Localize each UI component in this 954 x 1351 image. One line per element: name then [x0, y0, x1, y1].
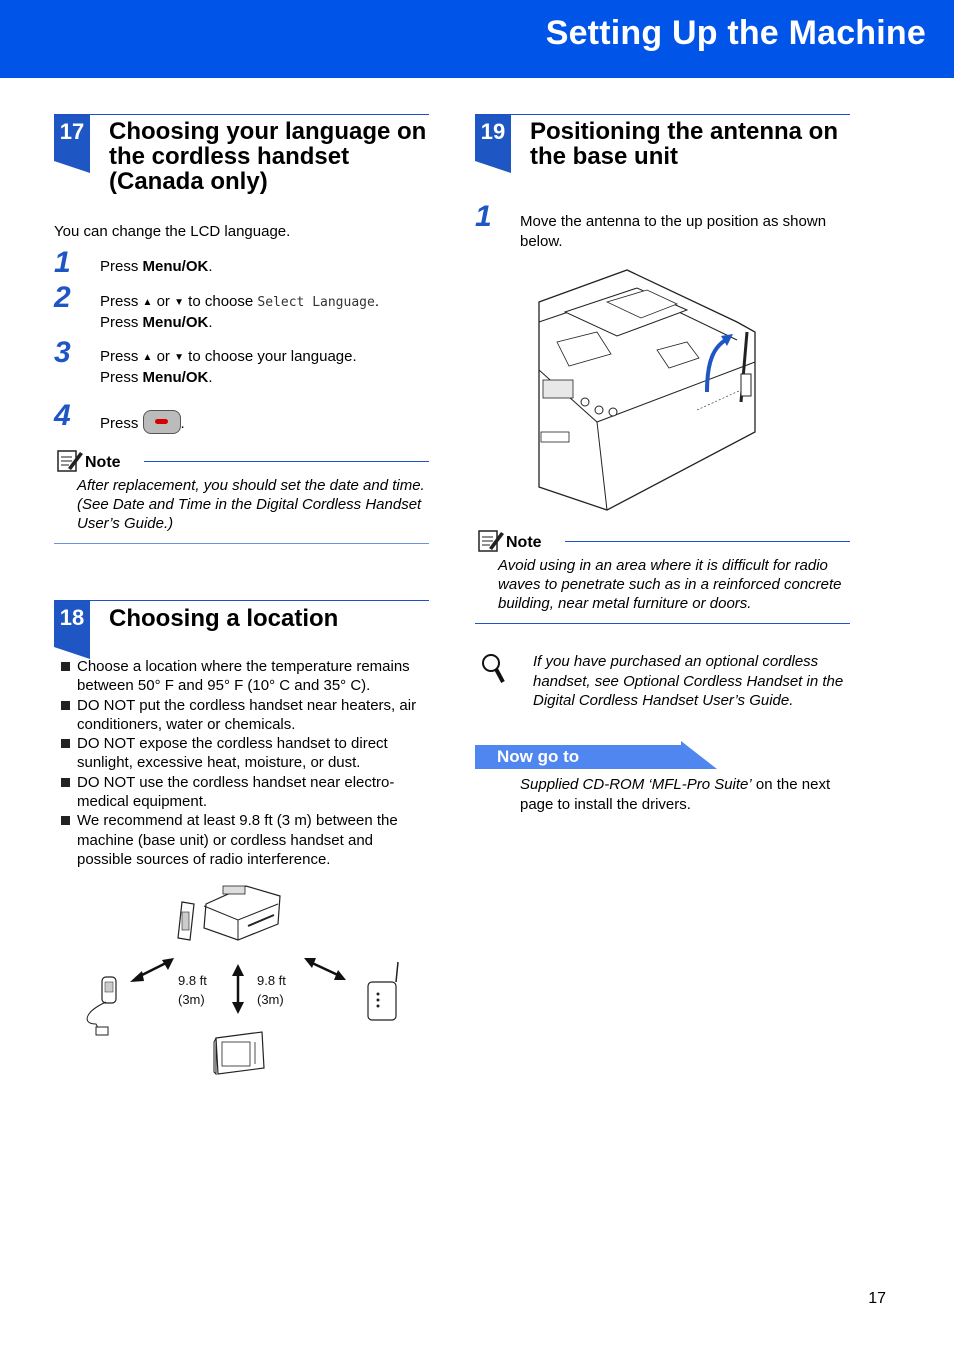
header-banner — [0, 0, 954, 78]
tip-text: If you have purchased an optional cordless handset, see Optional Cordless Handset in the Digital Cordless Handset User’s Guide. — [533, 653, 844, 709]
section-17-intro: You can change the LCD language. — [54, 223, 291, 240]
note-divider — [565, 541, 850, 542]
distance-arrow-left — [130, 958, 174, 982]
handset-illustration — [178, 902, 194, 940]
list-item: DO NOT put the cordless handset near heaters, air conditioners, water or chemicals. — [55, 696, 430, 735]
location-diagram — [78, 882, 418, 1082]
note-text: After replacement, you should set the date and time. (See Date and Time in the Digital Cordless Handset User’s Guide.) — [77, 477, 425, 532]
note-box — [475, 528, 850, 625]
note-divider — [475, 623, 850, 624]
down-arrow-icon: ▼ — [174, 352, 185, 363]
note-pencil-icon — [56, 448, 84, 474]
antenna-illustration — [537, 262, 761, 512]
step-1-text: Press Menu/OK. — [100, 258, 213, 275]
step-number: 1 — [54, 246, 71, 279]
section-19-step-1-text: Move the antenna to the up position as shown below. — [520, 213, 827, 250]
distance-arrow-right — [304, 958, 346, 980]
distance-label-left: 9.8 ft (3m) — [178, 973, 207, 1007]
note-label: Note — [85, 454, 121, 471]
section-17-number: 17 — [54, 115, 90, 161]
now-go-to-label: Now go to — [497, 747, 580, 766]
note-divider — [54, 543, 429, 544]
section-17-title: Choosing your language on the cordless handset (Canada only) — [109, 118, 427, 195]
note-label: Note — [506, 534, 542, 551]
step-4-text: Press . — [100, 410, 185, 434]
section-18-number: 18 — [54, 601, 90, 647]
location-bullet-list — [55, 657, 430, 869]
section-19-header — [475, 114, 850, 175]
step-number: 2 — [54, 281, 71, 314]
list-item: DO NOT use the cordless handset near electro-medical equipment. — [55, 773, 430, 812]
up-arrow-icon: ▲ — [142, 297, 153, 308]
note-text: Avoid using in an area where it is difficult for radio waves to penetrate such as in a reinforced concrete building, near metal furniture or doors. — [498, 557, 842, 612]
page-number: 17 — [868, 1290, 886, 1307]
note-pencil-icon — [477, 528, 505, 554]
step-number: 1 — [475, 200, 492, 233]
page-header-title: Setting Up the Machine — [545, 14, 926, 52]
list-item: We recommend at least 9.8 ft (3 m) between the machine (base unit) or cordless handset and possible sources of radio interference. — [55, 811, 430, 869]
now-go-to-banner — [475, 741, 717, 769]
microwave-illustration — [214, 1032, 264, 1074]
magnifier-icon — [481, 652, 507, 686]
section-17-header — [54, 114, 429, 205]
router-illustration — [368, 962, 398, 1020]
step-number: 3 — [54, 336, 71, 369]
now-go-to-text: Supplied CD-ROM ‘MFL-Pro Suite’ on the next page to install the drivers. — [520, 776, 831, 813]
down-arrow-icon: ▼ — [174, 297, 185, 308]
list-item: Choose a location where the temperature remains between 50° F and 95° F (10° C and 35° C). — [55, 657, 430, 696]
step-number: 4 — [54, 399, 71, 432]
step-2-text: Press ▲ or ▼ to choose Select Language. Press Menu/OK. — [100, 293, 379, 331]
lcd-menu-text: Select Language — [257, 295, 375, 310]
note-box — [54, 448, 429, 544]
step-3-text: Press ▲ or ▼ to choose your language. Press Menu/OK. — [100, 348, 357, 386]
section-18-header — [54, 600, 429, 651]
section-19-number: 19 — [475, 115, 511, 161]
end-call-key-icon — [143, 410, 181, 434]
section-19-title: Positioning the antenna on the base unit — [530, 118, 838, 170]
distance-label-right: 9.8 ft (3m) — [257, 973, 286, 1007]
up-arrow-icon: ▲ — [142, 352, 153, 363]
distance-arrow-center — [232, 964, 244, 1014]
corded-phone-illustration — [87, 977, 116, 1035]
list-item: DO NOT expose the cordless handset to direct sunlight, excessive heat, moisture, or dust. — [55, 734, 430, 773]
machine-illustration — [204, 886, 280, 940]
section-18-title: Choosing a location — [109, 605, 339, 632]
note-divider — [144, 461, 429, 462]
